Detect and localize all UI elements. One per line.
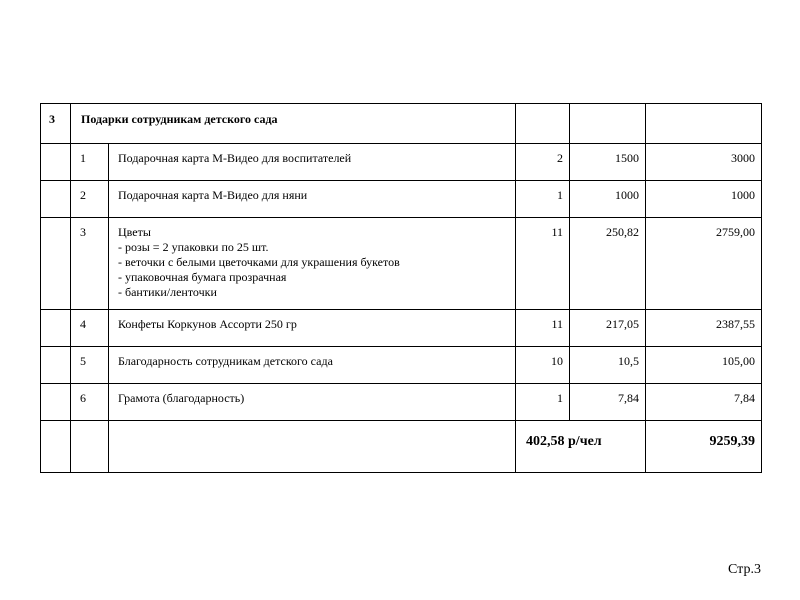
item-name: Подарочная карта М-Видео для воспитателей (109, 144, 516, 181)
item-total: 1000 (646, 181, 762, 218)
empty-cell (41, 347, 71, 384)
item-total: 2387,55 (646, 310, 762, 347)
item-price: 1000 (570, 181, 646, 218)
empty-cell (41, 218, 71, 310)
item-number: 6 (71, 384, 109, 421)
page-number: Стр.3 (728, 562, 761, 577)
item-price: 10,5 (570, 347, 646, 384)
item-number: 2 (71, 181, 109, 218)
item-total: 3000 (646, 144, 762, 181)
table-row (41, 181, 762, 218)
item-quantity: 1 (516, 384, 570, 421)
gifts-table (40, 103, 762, 473)
item-quantity: 11 (516, 310, 570, 347)
section-number: 3 (41, 104, 71, 144)
table-row (41, 347, 762, 384)
summary-row (41, 421, 762, 473)
item-price: 250,82 (570, 218, 646, 310)
section-title: Подарки сотрудникам детского сада (71, 104, 516, 144)
table-row (41, 384, 762, 421)
item-quantity: 2 (516, 144, 570, 181)
item-total: 105,00 (646, 347, 762, 384)
item-name: Конфеты Коркунов Ассорти 250 гр (109, 310, 516, 347)
item-quantity: 11 (516, 218, 570, 310)
empty-cell (71, 421, 109, 473)
item-price: 7,84 (570, 384, 646, 421)
empty-cell (41, 421, 71, 473)
table-row (41, 310, 762, 347)
item-name-line: - веточки с белыми цветочками для украшения букетов (118, 255, 400, 269)
section-header-row (41, 104, 762, 144)
empty-cell (41, 181, 71, 218)
item-name-line: - упаковочная бумага прозрачная (118, 270, 287, 284)
item-number: 4 (71, 310, 109, 347)
item-total: 7,84 (646, 384, 762, 421)
item-name-line: - розы = 2 упаковки по 25 шт. (118, 240, 269, 254)
table-row (41, 144, 762, 181)
grand-total: 9259,39 (646, 421, 762, 473)
empty-cell (109, 421, 516, 473)
item-name-line: Цветы (118, 225, 151, 239)
empty-cell (41, 310, 71, 347)
item-price: 1500 (570, 144, 646, 181)
empty-cell (646, 104, 762, 144)
table-row (41, 218, 762, 310)
item-name-line: - бантики/ленточки (118, 285, 217, 299)
item-name (109, 218, 516, 310)
item-number: 1 (71, 144, 109, 181)
item-quantity: 1 (516, 181, 570, 218)
empty-cell (41, 384, 71, 421)
empty-cell (570, 104, 646, 144)
item-total: 2759,00 (646, 218, 762, 310)
item-price: 217,05 (570, 310, 646, 347)
item-name: Грамота (благодарность) (109, 384, 516, 421)
item-name: Благодарность сотрудникам детского сада (109, 347, 516, 384)
per-person-cost: 402,58 р/чел (516, 421, 646, 473)
item-number: 5 (71, 347, 109, 384)
item-name: Подарочная карта М-Видео для няни (109, 181, 516, 218)
item-number: 3 (71, 218, 109, 310)
item-quantity: 10 (516, 347, 570, 384)
empty-cell (516, 104, 570, 144)
empty-cell (41, 144, 71, 181)
